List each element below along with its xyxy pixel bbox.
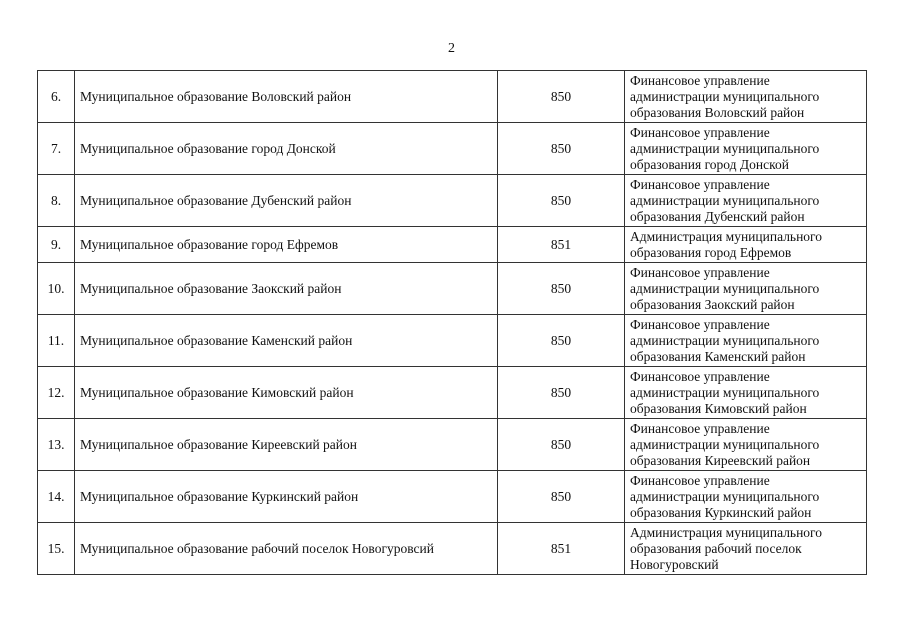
municipality-name: Муниципальное образование город Ефремов — [75, 227, 498, 263]
administrator-name: Финансовое управление администрации муниципального образования Воловский район — [625, 71, 867, 123]
administrator-name: Финансовое управление администрации муниципального образования Дубенский район — [625, 175, 867, 227]
administrator-code: 851 — [498, 227, 625, 263]
administrator-code: 850 — [498, 367, 625, 419]
administrator-code: 850 — [498, 123, 625, 175]
row-number: 8. — [38, 175, 75, 227]
administrator-name: Финансовое управление администрации муниципального образования Заокский район — [625, 263, 867, 315]
administrator-name: Финансовое управление администрации муниципального образования Куркинский район — [625, 471, 867, 523]
table-row — [38, 71, 867, 123]
municipality-table — [37, 70, 867, 575]
administrator-code: 850 — [498, 263, 625, 315]
row-number: 14. — [38, 471, 75, 523]
municipality-name: Муниципальное образование рабочий поселок Новогуровсий — [75, 523, 498, 575]
row-number: 13. — [38, 419, 75, 471]
administrator-code: 851 — [498, 523, 625, 575]
table-row — [38, 175, 867, 227]
administrator-code: 850 — [498, 71, 625, 123]
table-row — [38, 263, 867, 315]
administrator-name: Финансовое управление администрации муниципального образования Киреевский район — [625, 419, 867, 471]
municipality-name: Муниципальное образование Каменский район — [75, 315, 498, 367]
table-row — [38, 523, 867, 575]
table-row — [38, 315, 867, 367]
municipality-name: Муниципальное образование город Донской — [75, 123, 498, 175]
table-row — [38, 123, 867, 175]
row-number: 9. — [38, 227, 75, 263]
table-row — [38, 367, 867, 419]
administrator-code: 850 — [498, 471, 625, 523]
administrator-name: Финансовое управление администрации муниципального образования город Донской — [625, 123, 867, 175]
municipality-name: Муниципальное образование Куркинский район — [75, 471, 498, 523]
administrator-code: 850 — [498, 175, 625, 227]
municipality-name: Муниципальное образование Киреевский район — [75, 419, 498, 471]
row-number: 7. — [38, 123, 75, 175]
municipality-name: Муниципальное образование Заокский район — [75, 263, 498, 315]
municipality-name: Муниципальное образование Дубенский район — [75, 175, 498, 227]
row-number: 15. — [38, 523, 75, 575]
municipality-name: Муниципальное образование Воловский район — [75, 71, 498, 123]
page-number: 2 — [448, 41, 455, 56]
table-row — [38, 471, 867, 523]
row-number: 12. — [38, 367, 75, 419]
municipality-name: Муниципальное образование Кимовский район — [75, 367, 498, 419]
row-number: 6. — [38, 71, 75, 123]
administrator-name: Администрация муниципального образования рабочий поселок Новогуровский — [625, 523, 867, 575]
administrator-name: Финансовое управление администрации муниципального образования Каменский район — [625, 315, 867, 367]
administrator-name: Администрация муниципального образования город Ефремов — [625, 227, 867, 263]
administrator-code: 850 — [498, 419, 625, 471]
row-number: 10. — [38, 263, 75, 315]
table-row — [38, 227, 867, 263]
table-row — [38, 419, 867, 471]
row-number: 11. — [38, 315, 75, 367]
administrator-name: Финансовое управление администрации муниципального образования Кимовский район — [625, 367, 867, 419]
administrator-code: 850 — [498, 315, 625, 367]
